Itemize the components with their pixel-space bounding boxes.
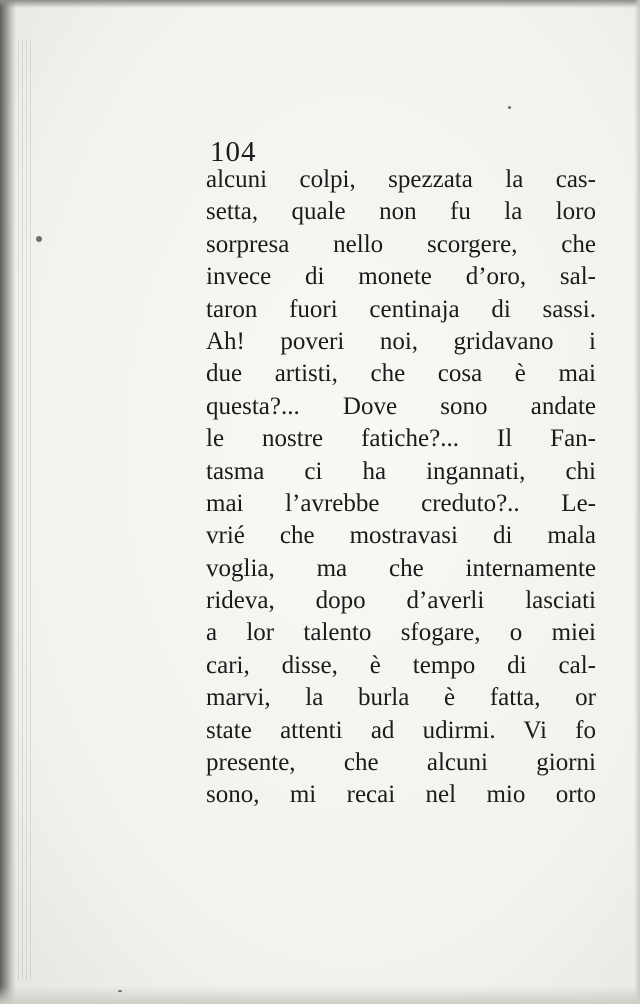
text-line: taron fuori centinaja di sassi. (206, 295, 596, 323)
text-line: state attenti ad udirmi. Vi fo (206, 716, 596, 744)
binding-fold (18, 40, 32, 980)
body-text (206, 164, 596, 812)
text-line: le nostre fatiche?... Il Fan- (206, 425, 596, 453)
page-bottom-edge (0, 986, 640, 1004)
text-line: cari, disse, è tempo di cal- (206, 651, 596, 679)
text-line: alcuni colpi, spezzata la cas- (206, 166, 596, 193)
text-line: vrié che mostravasi di mala (206, 522, 596, 550)
page-top-shadow (0, 0, 640, 8)
text-line: rideva, dopo d’averli lasciati (206, 587, 596, 615)
ink-speck (36, 236, 42, 242)
text-line: tasma ci ha ingannati, chi (206, 457, 596, 485)
text-line: a lor talento sfogare, o miei (206, 619, 596, 647)
text-line: voglia, ma che internamente (206, 554, 596, 582)
ink-speck (508, 106, 511, 109)
text-line: marvi, la burla è fatta, or (206, 684, 596, 712)
text-line: sono, mi recai nel mio orto (206, 781, 596, 809)
text-line: invece di monete d’oro, sal- (206, 263, 596, 291)
text-line: questa?... Dove sono andate (206, 392, 596, 420)
page-number: 104 (210, 136, 257, 168)
page-right-edge (634, 0, 640, 1004)
text-line: setta, quale non fu la loro (206, 198, 596, 226)
text-line: sorpresa nello scorgere, che (206, 230, 596, 258)
text-line: Ah! poveri noi, gridavano i (206, 327, 596, 355)
text-line: presente, che alcuni giorni (206, 749, 596, 777)
text-line: due artisti, che cosa è mai (206, 360, 596, 388)
text-line: mai l’avrebbe creduto?.. Le- (206, 489, 596, 517)
ink-speck (118, 990, 122, 992)
page-left-shadow (0, 0, 16, 1004)
